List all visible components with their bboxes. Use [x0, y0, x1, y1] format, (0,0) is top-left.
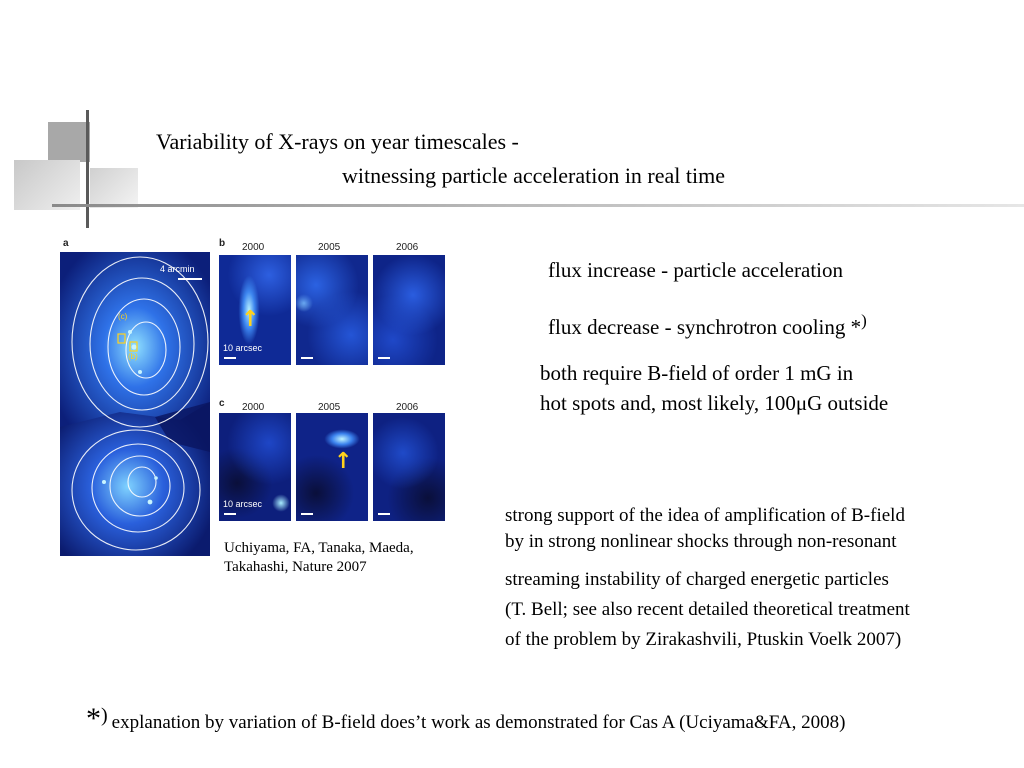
figure-caption-line-1: Uchiyama, FA, Tanaka, Maeda,	[224, 540, 414, 556]
panel-b-scale-label: 10 arcsec	[223, 343, 263, 353]
footnote-text: explanation by variation of B-field does’t work as demonstrated for Cas A (Uciyama&FA, 2008)	[111, 712, 846, 733]
panel-c-2006	[373, 413, 445, 521]
point-flux-increase: flux increase - particle acceleration	[548, 258, 843, 282]
panel-c-scale-label: 10 arcsec	[223, 499, 263, 509]
panel-c-scale-bar	[224, 513, 236, 515]
panel-b-2005	[296, 255, 368, 365]
panel-c-2000	[219, 413, 291, 521]
deco-square-top	[48, 122, 90, 162]
title-line-1: Variability of X-rays on year timescales -	[156, 129, 519, 154]
year-b-1: 2000	[242, 242, 265, 253]
panel-a-label: a	[63, 238, 69, 249]
arrow-icon: ↑	[334, 449, 353, 474]
point-flux-decrease	[548, 306, 867, 342]
support-line-5: of the problem by Zirakashvili, Ptuskin Voelk 2007)	[505, 629, 902, 650]
marker-c: (c)	[118, 312, 128, 321]
support-line-4: (T. Bell; see also recent detailed theoretical treatment	[505, 599, 910, 620]
panel-c-2005	[296, 413, 368, 521]
panel-a-scale-label: 4 arcmin	[160, 264, 195, 274]
year-b-2: 2005	[318, 242, 341, 253]
deco-square-right	[90, 168, 138, 208]
deco-vertical-line	[86, 110, 89, 228]
footnote-mark-sup: )	[101, 704, 108, 727]
year-c-1: 2000	[242, 402, 265, 413]
footnote	[86, 702, 845, 736]
support-line-1: strong support of the idea of amplification of B-field	[505, 505, 905, 526]
footnote-mark: *	[86, 702, 101, 735]
panel-c-label: c	[219, 398, 225, 409]
support-line-2: by in strong nonlinear shocks through non-resonant	[505, 531, 897, 552]
arrow-icon: ↑	[241, 307, 260, 332]
panel-a-scale-bar	[178, 278, 202, 280]
panel-a-map	[60, 252, 210, 556]
panel-c2006-scale-bar	[378, 513, 390, 515]
panel-b2006-scale-bar	[378, 357, 390, 359]
point-bfield-line-2: hot spots and, most likely, 100μG outside	[540, 391, 889, 415]
year-c-3: 2006	[396, 402, 419, 413]
year-b-3: 2006	[396, 242, 419, 253]
panel-b-label: b	[219, 238, 226, 249]
point-bfield-line-1: both require B-field of order 1 mG in	[540, 361, 854, 385]
panel-b-2000	[219, 255, 291, 365]
title-underline	[52, 204, 1024, 207]
year-c-2: 2005	[318, 402, 341, 413]
support-line-3: streaming instability of charged energetic particles	[505, 569, 889, 590]
marker-b: (b)	[128, 352, 138, 361]
contour-map-svg	[60, 252, 210, 556]
point-flux-decrease-sup: )	[861, 311, 867, 330]
title-line-2: witnessing particle acceleration in real time	[342, 163, 726, 188]
panel-b-2006	[373, 255, 445, 365]
deco-square-left	[14, 160, 80, 210]
point-flux-decrease-text: flux decrease - synchrotron cooling *	[548, 315, 862, 339]
panel-b-scale-bar	[224, 357, 236, 359]
panel-b2005-scale-bar	[301, 357, 313, 359]
figure-caption-line-2: Takahashi, Nature 2007	[224, 559, 367, 575]
panel-c2005-scale-bar	[301, 513, 313, 515]
